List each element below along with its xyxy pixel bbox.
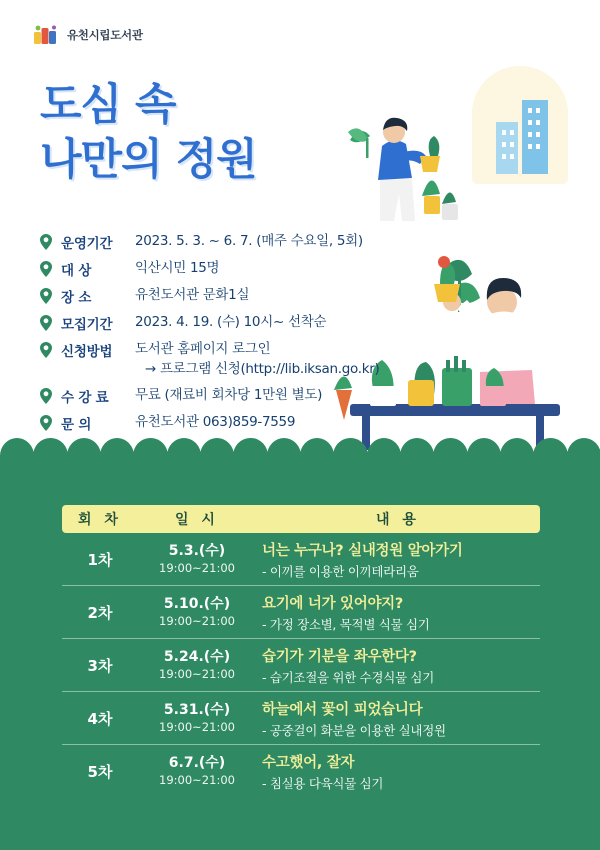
info-label: 문 의 — [61, 417, 92, 434]
info-value: 유천도서관 063)859-7559 — [135, 414, 296, 431]
session-time: 19:00~21:00 — [159, 613, 235, 628]
session-date: 5.24.(수) — [163, 649, 231, 666]
info-value: 도서관 홈페이지 로그인 — [135, 341, 271, 357]
info-value: 무료 (재료비 회차당 1만원 별도) — [135, 387, 323, 404]
library-name: 유천시립도서관 — [67, 28, 143, 42]
session-content — [256, 698, 540, 739]
session-datetime — [138, 543, 256, 575]
session-datetime — [138, 755, 256, 787]
pin-icon — [38, 261, 54, 277]
session-date: 5.3.(수) — [168, 543, 226, 560]
session-desc: - 이끼를 이용한 이끼테라리움 — [262, 563, 419, 579]
info-label: 모집기간 — [61, 317, 113, 333]
session-title: 습기가 기분을 좌우한다? — [262, 648, 417, 665]
page-title — [40, 78, 257, 188]
pin-icon — [38, 234, 54, 250]
session-content — [256, 592, 540, 633]
info-row — [38, 259, 458, 279]
session-content — [256, 539, 540, 580]
table-row — [62, 533, 540, 586]
session-number: 3차 — [87, 656, 113, 675]
session-time: 19:00~21:00 — [159, 666, 235, 681]
pin-icon — [38, 388, 54, 404]
info-row — [38, 313, 458, 333]
session-number: 5차 — [87, 762, 113, 781]
info-row — [38, 286, 458, 306]
column-header-content: 내 용 — [376, 512, 420, 528]
session-desc: - 가정 장소별, 목적별 식물 심기 — [262, 616, 430, 632]
info-value-block — [135, 340, 379, 379]
headline-line-1: 도심 속 — [40, 80, 176, 130]
info-label: 신청방법 — [61, 344, 113, 360]
table-row — [62, 745, 540, 797]
info-value-sub: → 프로그램 신청(http://lib.iksan.go.kr) — [145, 360, 380, 377]
session-desc: - 습기조절을 위한 수경식물 심기 — [262, 669, 434, 685]
session-number: 1차 — [87, 550, 113, 569]
gardener-illustration-top — [338, 100, 468, 234]
library-logo-icon — [34, 24, 60, 46]
session-title: 너는 누구나? 실내정원 알아가기 — [262, 542, 463, 559]
column-header-datetime: 일 시 — [175, 512, 219, 528]
info-row — [38, 232, 458, 252]
scallop-edge — [0, 438, 600, 474]
library-logo — [34, 24, 143, 46]
session-time: 19:00~21:00 — [159, 560, 235, 575]
headline-line-2: 나만의 정원 — [40, 135, 257, 186]
info-value: 2023. 5. 3. ~ 6. 7. (매주 수요일, 5회) — [135, 233, 363, 249]
info-row — [38, 413, 458, 433]
session-content — [256, 751, 540, 792]
session-time: 19:00~21:00 — [159, 719, 235, 734]
session-title: 수고했어, 잘자 — [262, 754, 355, 771]
info-value: 익산시민 15명 — [135, 260, 220, 276]
session-datetime — [138, 596, 256, 628]
session-date: 5.10.(수) — [163, 596, 231, 613]
program-info-list — [38, 232, 458, 440]
column-header-session: 회 차 — [78, 512, 122, 528]
pin-icon — [38, 315, 54, 331]
pin-icon — [38, 342, 54, 358]
pin-icon — [38, 415, 54, 431]
window-illustration — [472, 66, 568, 184]
session-number: 4차 — [87, 709, 113, 728]
info-label: 운영기간 — [61, 236, 113, 252]
session-number: 2차 — [87, 603, 113, 622]
session-content — [256, 645, 540, 686]
info-row — [38, 386, 458, 406]
info-label: 대 상 — [61, 263, 92, 279]
session-datetime — [138, 702, 256, 734]
pin-icon — [38, 288, 54, 304]
info-row — [38, 340, 458, 379]
session-date: 5.31.(수) — [163, 702, 231, 719]
session-datetime — [138, 649, 256, 681]
table-row — [62, 639, 540, 692]
session-title: 요기에 너가 있어야지? — [262, 595, 403, 612]
session-title: 하늘에서 꽃이 피었습니다 — [262, 701, 423, 718]
info-label: 장 소 — [61, 290, 92, 306]
table-row — [62, 692, 540, 745]
table-header — [62, 505, 540, 533]
schedule-table — [62, 505, 540, 797]
info-value: 유천도서관 문화1실 — [135, 287, 250, 303]
session-date: 6.7.(수) — [168, 755, 226, 772]
table-row — [62, 586, 540, 639]
info-label: 수 강 료 — [61, 390, 109, 407]
session-desc: - 침실용 다육식물 심기 — [262, 775, 384, 791]
info-value: 2023. 4. 19. (수) 10시~ 선착순 — [135, 314, 327, 330]
session-desc: - 공중걸이 화분을 이용한 실내정원 — [262, 722, 446, 738]
session-time: 19:00~21:00 — [159, 772, 235, 787]
